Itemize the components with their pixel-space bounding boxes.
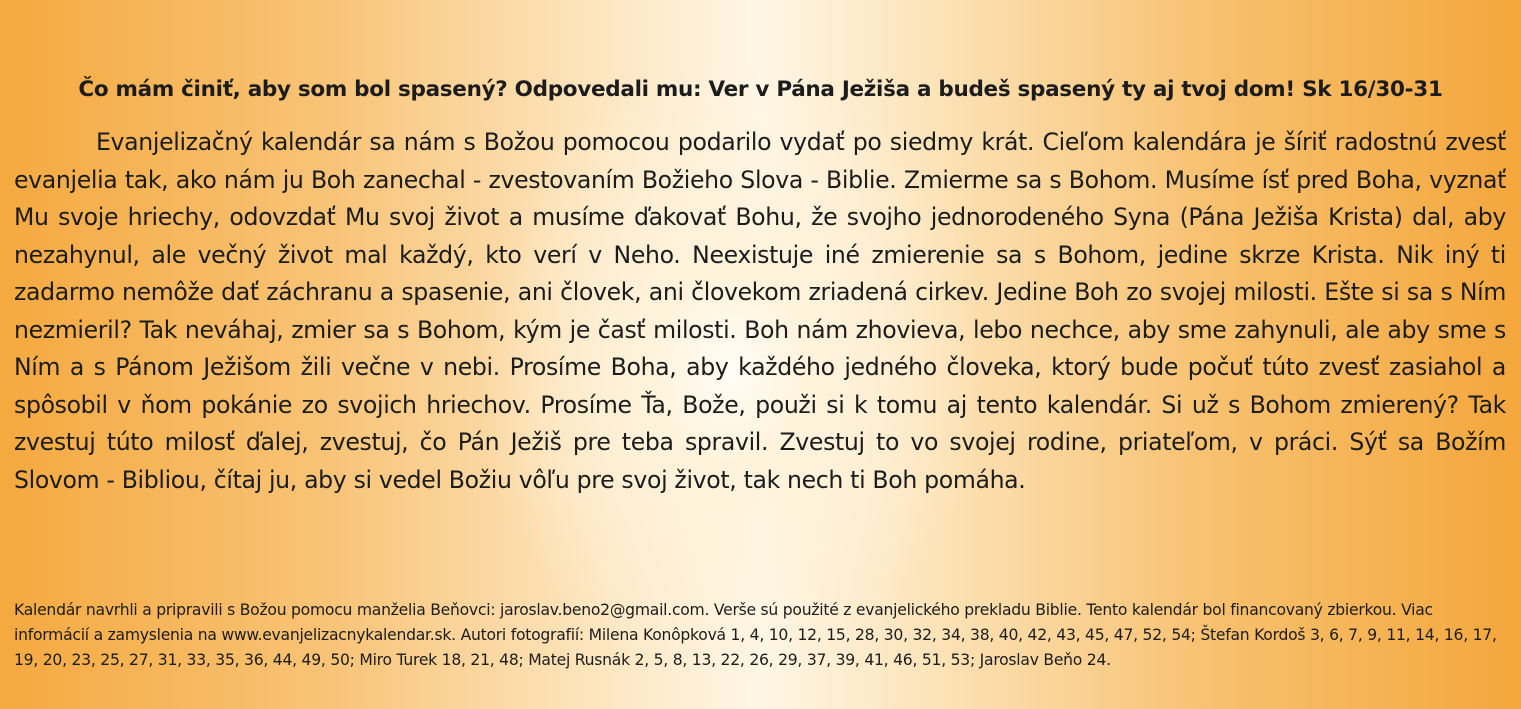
credits-footer: Kalendár navrhli a pripravili s Božou pomocu manželia Beňovci: jaroslav.beno2@gmail.com. Verše sú použité z evanjelického prekladu Biblie. Tento kalendár bol financovaný zbierkou. Viac informácií a zamyslenia na www.evanjelizacnykalendar.sk. Autori fotografií: Milena Konôpková 1, 4, 10, 12, 15, 28, 30, 32, 34, 38, 40, 42, 43, 45, 47, 52, 54; Štefan Kordoš 3, 6, 7, 9, 11, 14, 16, 17, 19, 20, 23, 25, 27, 31, 33, 35, 36, 44, 49, 50; Miro Turek 18, 21, 48; Matej Rusnák 2, 5, 8, 13, 22, 26, 29, 37, 39, 41, 46, 51, 53; Jaroslav Beňo 24. (14, 601, 1497, 669)
bible-verse-headline: Čo mám činiť, aby som bol spasený? Odpovedali mu: Ver v Pána Ježiša a budeš spasený ty aj tvoj dom! Sk 16/30-31 (78, 77, 1443, 102)
intro-paragraph: Evanjelizačný kalendár sa nám s Božou pomocou podarilo vydať po siedmy krát. Cieľom kalendára je šíriť radostnú zvesť evanjelia tak, ako nám ju Boh zanechal - zvestovaním Božieho Slova - Biblie. Zmierme sa s Bohom. Musíme ísť pred Boha, vyznať Mu svoje hriechy, odovzdať Mu svoj život a musíme ďakovať Bohu, že svojho jednorodeného Syna (Pána Ježiša Krista) dal, aby nezahynul, ale večný život mal každý, kto verí v Neho. Neexistuje iné zmierenie sa s Bohom, jedine skrze Krista. Nik iný ti zadarmo nemôže dať záchranu a spasenie, ani človek, ani človekom zriadená cirkev. Jedine Boh zo svojej milosti. Ešte si sa s Ním nezmieril? Tak neváhaj, zmier sa s Bohom, kým je časť milosti. Boh nám zhovieva, lebo nechce, aby sme zahynuli, ale aby sme s Ním a s Pánom Ježišom žili večne v nebi. Prosíme Boha, aby každého jedného človeka, ktorý bude počuť túto zvesť zasiahol a spôsobil v ňom pokánie zo svojich hriechov. Prosíme Ťa, Bože, použi si k tomu aj tento kalendár. Si už s Bohom zmierený? Tak zvestuj túto milosť ďalej, zvestuj, čo Pán Ježiš pre teba spravil. Zvestuj to vo svojej rodine, priateľom, v práci. Sýť sa Božím Slovom - Bibliou, čítaj ju, aby si vedel Božiu vôľu pre svoj život, tak nech ti Boh pomáha. (14, 128, 1506, 494)
